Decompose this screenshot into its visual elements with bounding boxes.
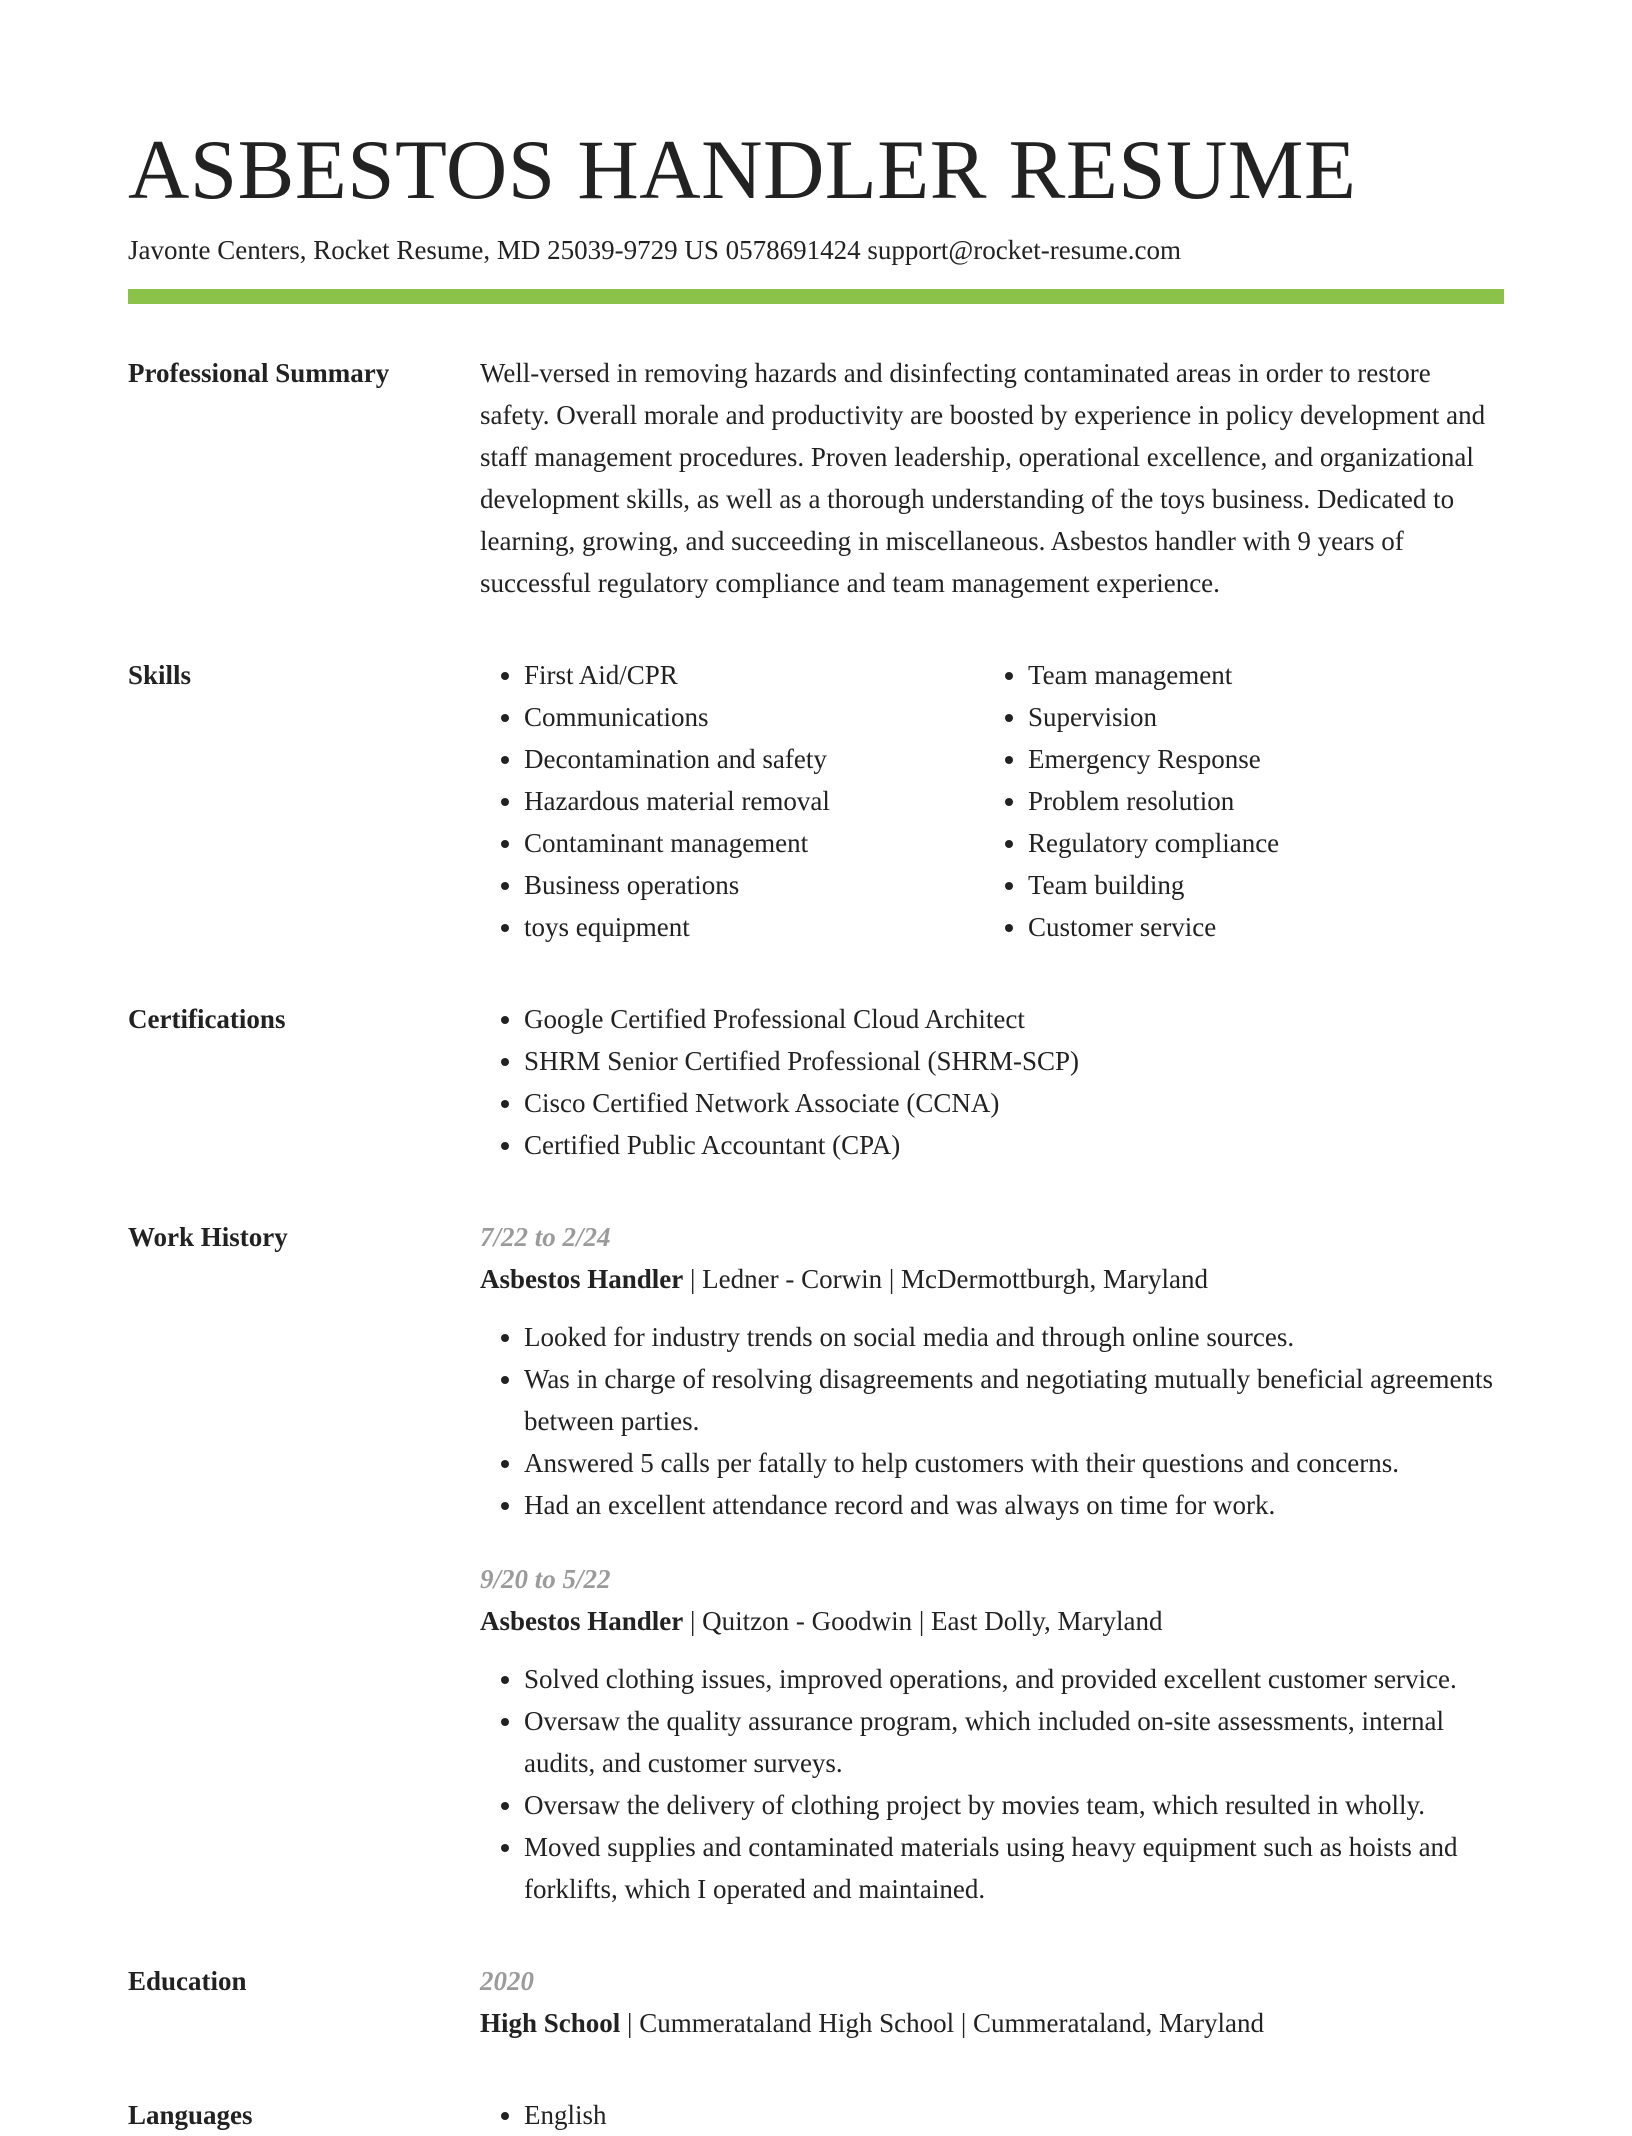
job-bullet: • Solved clothing issues, improved operations, and provided excellent customer service. [524,1658,1504,1700]
job-bullet: • Oversaw the quality assurance program, which included on-site assessments, internal audits, and customer surveys. [524,1700,1504,1784]
job-bullets [480,1658,1504,1910]
job-bullet: • Moved supplies and contaminated materials using heavy equipment such as hoists and forklifts, which I operated and maintained. [524,1826,1504,1910]
job-title: Asbestos Handler [480,1264,684,1294]
job-bullet: • Oversaw the delivery of clothing project by movies team, which resulted in wholly. [524,1784,1504,1826]
certification-item: • Certified Public Accountant (CPA) [524,1124,1504,1166]
header-divider [128,289,1504,304]
job-details: | Quitzon - Goodwin | East Dolly, Maryland [683,1606,1163,1636]
job-date: 9/20 to 5/22 [480,1564,611,1594]
education-degree: High School [480,2008,621,2038]
job-bullet: • Was in charge of resolving disagreements and negotiating mutually beneficial agreements between parties. [524,1358,1504,1442]
skill-item: • Problem resolution [1028,780,1488,822]
certification-item: • Google Certified Professional Cloud Architect [524,998,1504,1040]
skill-item: • Team management [1028,654,1488,696]
language-item: • English [524,2094,1504,2136]
section-label: Work History [128,1222,288,1252]
skill-item: • toys equipment [524,906,984,948]
summary-text: Well-versed in removing hazards and disinfecting contaminated areas in order to restore safety. Overall morale and productivity are boosted by experience in policy development and staff management procedures. Proven leadership, operational excellence, and organizational development skills, as well as a thorough understanding of the toys business. Dedicated to learning, growing, and succeeding in miscellaneous. Asbestos handler with 9 years of successful regulatory compliance and team management experience. [480,358,1486,598]
languages-list [480,2094,1504,2136]
education-heading [480,2002,1504,2044]
skill-item: • First Aid/CPR [524,654,984,696]
section-label: Skills [128,660,192,690]
skill-item: • Decontamination and safety [524,738,984,780]
summary-section [128,352,1504,604]
certification-item: • SHRM Senior Certified Professional (SHRM-SCP) [524,1040,1504,1082]
job-date: 7/22 to 2/24 [480,1222,611,1252]
job-bullet: • Answered 5 calls per fatally to help customers with their questions and concerns. [524,1442,1504,1484]
skill-item: • Customer service [1028,906,1488,948]
job-bullet: • Had an excellent attendance record and was always on time for work. [524,1484,1504,1526]
skill-item: • Business operations [524,864,984,906]
job-title: Asbestos Handler [480,1606,684,1636]
skill-item: • Contaminant management [524,822,984,864]
resume-page [128,118,1504,2136]
certification-item: • Cisco Certified Network Associate (CCNA) [524,1082,1504,1124]
job-entry [480,1216,1504,1526]
resume-title: ASBESTOS HANDLER RESUME [128,123,1357,217]
skills-section [128,654,1504,948]
section-label: Certifications [128,1004,286,1034]
education-details: | Cummerataland High School | Cummerataland, Maryland [620,2008,1264,2038]
job-heading [480,1258,1504,1300]
education-section [128,1960,1504,2044]
contact-line: Javonte Centers, Rocket Resume, MD 25039-9729 US 0578691424 support@rocket-resume.com [128,235,1181,265]
section-label: Languages [128,2100,253,2130]
job-bullets [480,1316,1504,1526]
skills-list-left [480,654,984,948]
languages-section [128,2094,1504,2136]
education-date: 2020 [480,1966,534,1996]
skill-item: • Emergency Response [1028,738,1488,780]
skills-list-right [984,654,1488,948]
skill-item: • Supervision [1028,696,1488,738]
section-label: Professional Summary [128,358,390,388]
skill-item: • Communications [524,696,984,738]
skill-item: • Regulatory compliance [1028,822,1488,864]
work-history-section [128,1216,1504,1910]
job-bullet: • Looked for industry trends on social media and through online sources. [524,1316,1504,1358]
job-details: | Ledner - Corwin | McDermottburgh, Maryland [683,1264,1208,1294]
section-label: Education [128,1966,247,1996]
skill-item: • Hazardous material removal [524,780,984,822]
skill-item: • Team building [1028,864,1488,906]
job-heading [480,1600,1504,1642]
job-entry [480,1558,1504,1910]
certifications-list [480,998,1504,1166]
certifications-section [128,998,1504,1166]
